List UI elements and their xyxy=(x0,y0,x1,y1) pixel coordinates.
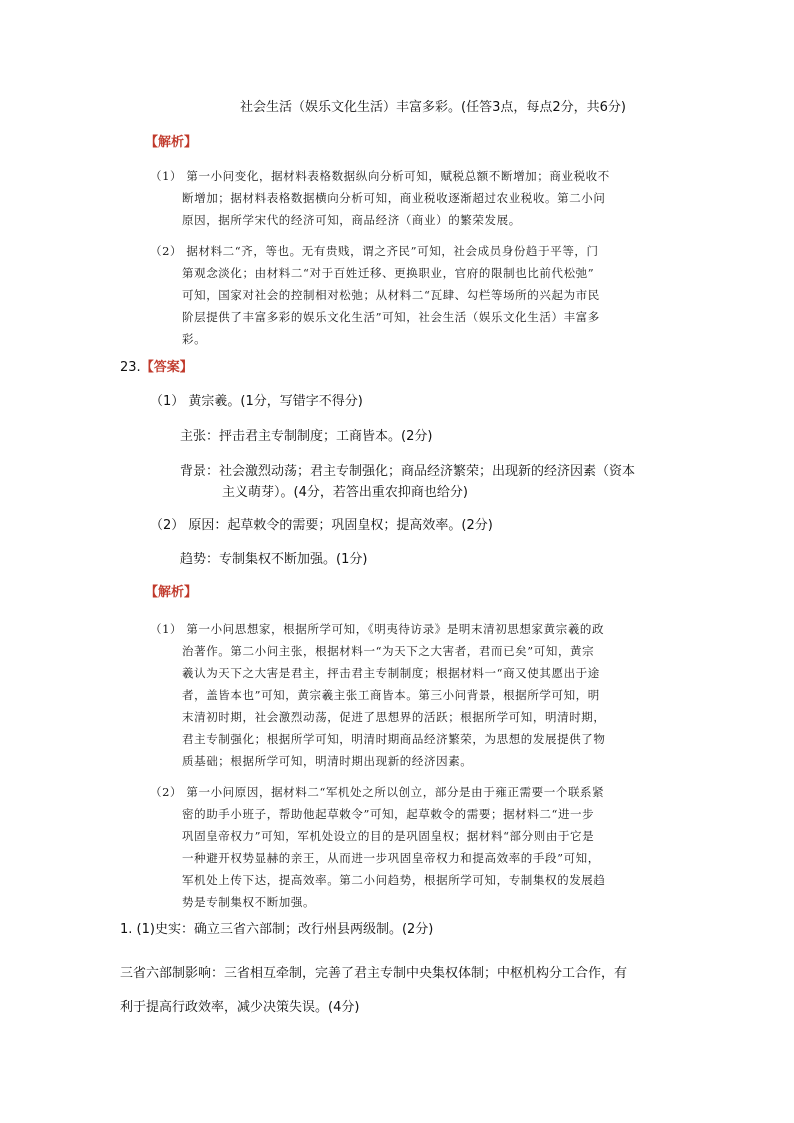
analysis-line: （2） 据材料二“齐，等也。无有贵贱，谓之齐民”可知，社会成员身份趋于平等，门 xyxy=(150,244,599,258)
analysis-line: 末清初时期，社会激烈动荡，促进了思想界的活跃；根据所学可知，明清时期， xyxy=(182,710,606,724)
analysis-line: 君主专制强化；根据所学可知，明清时期商品经济繁荣，为思想的发展提供了物 xyxy=(182,732,606,746)
q23-answer-beijing-2: 主义萌芽）。(4分，若答出重农抑商也给分) xyxy=(222,485,468,500)
analysis-line: 阶层提供了丰富多彩的娱乐文化生活”可知，社会生活（娱乐文化生活）丰富多 xyxy=(182,310,600,324)
analysis-line: 原因，据所学宋代的经济可知，商品经济（商业）的繁荣发展。 xyxy=(182,213,521,227)
analysis-line: 巩固皇帝权力”可知，军机处设立的目的是巩固皇权；据材料“部分则由于它是 xyxy=(182,829,595,843)
analysis-line: （1） 第一小问思想家，根据所学可知，《明夷待访录》是明末清初思想家黄宗羲的政 xyxy=(150,622,605,636)
q23-answer-zhuzhang: 主张：抨击君主专制制度；工商皆本。(2分) xyxy=(180,429,433,444)
question-number: 23. xyxy=(120,360,141,375)
analysis-line: （1） 第一小问变化，据材料表格数据纵向分析可知，赋税总额不断增加；商业税收不 xyxy=(150,169,610,183)
q23-header xyxy=(120,360,193,376)
analysis-line: 治著作。第二小问主张，根据材料一“为天下之大害者，君而已矣”可知，黄宗 xyxy=(182,644,595,658)
analysis-line: 可知，国家对社会的控制相对松弛；从材料二“瓦肆、勾栏等场所的兴起为市民 xyxy=(182,288,600,302)
analysis-line: 军机处上传下达，提高效率。第二小问趋势，根据所学可知，专制集权的发展趋 xyxy=(182,873,606,887)
analysis-line: 彩。 xyxy=(182,332,207,346)
analysis-line: 密的助手小班子，帮助他起草敕令”可知，起草敕令的需要；据材料二“进一步 xyxy=(182,807,595,821)
analysis-line: 羲认为天下之大害是君主，抨击君主专制制度；根据材料一“商又使其愿出于途 xyxy=(182,666,600,680)
q23-answer-1: （1） 黄宗羲。(1分，写错字不得分) xyxy=(150,394,363,409)
q1-answer-line2: 三省六部制影响：三省相互牵制，完善了君主专制中央集权体制；中枢机构分工合作，有 xyxy=(120,966,628,981)
q22-analysis-tag: 【解析】 xyxy=(145,135,198,150)
analysis-line: 势是专制集权不断加强。 xyxy=(182,895,316,909)
answer-tag: 【答案】 xyxy=(140,360,193,375)
q23-answer-beijing-1: 背景：社会激烈动荡；君主专制强化；商品经济繁荣；出现新的经济因素（资本 xyxy=(180,464,636,479)
q1-answer-line3: 利于提高行政效率，减少决策失误。(4分) xyxy=(120,1000,360,1015)
analysis-line: 一种避开权势显赫的亲王，从而进一步巩固皇帝权力和提高效率的手段”可知， xyxy=(182,851,600,865)
analysis-line: 第观念淡化；由材料二“对于百姓迁移、更换职业，官府的限制也比前代松弛” xyxy=(182,266,595,280)
analysis-line: 断增加；据材料表格数据横向分析可知，商业税收逐渐超过农业税收。第二小问 xyxy=(182,191,606,205)
analysis-line: 质基础；根据所学可知，明清时期出现新的经济因素。 xyxy=(182,754,473,768)
q23-answer-2: （2） 原因：起草敕令的需要；巩固皇权；提高效率。(2分) xyxy=(150,518,493,533)
q23-answer-qushi: 趋势：专制集权不断加强。(1分) xyxy=(180,552,368,567)
analysis-line: （2） 第一小问原因，据材料二“军机处之所以创立，部分是由于雍正需要一个联系紧 xyxy=(150,785,605,799)
q23-analysis-tag: 【解析】 xyxy=(145,585,198,600)
analysis-line: 者，盖皆本也”可知，黄宗羲主张工商皆本。第三小问背景，根据所学可知，明 xyxy=(182,688,600,702)
top-answer-line: 社会生活（娱乐文化生活）丰富多彩。(任答3点，每点2分，共6分) xyxy=(240,100,626,115)
q1-answer-line1: 1. (1)史实：确立三省六部制；改行州县两级制。(2分) xyxy=(120,922,434,937)
